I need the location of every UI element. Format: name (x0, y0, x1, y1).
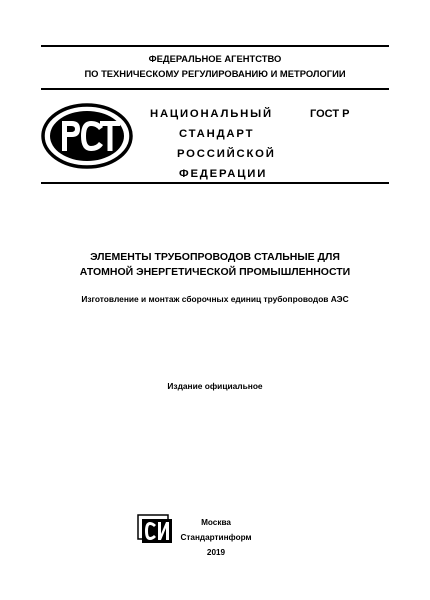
emblem-text: РСТ (87, 168, 89, 169)
document-title (41, 250, 389, 280)
standard-rule (41, 182, 389, 184)
agency-line-2: ПО ТЕХНИЧЕСКОМУ РЕГУЛИРОВАНИЮ И МЕТРОЛОГИИ (84, 68, 346, 79)
publisher-name: Стандартинформ (180, 533, 252, 542)
publisher-block (172, 515, 260, 560)
gost-designation: ГОСТ Р (310, 108, 350, 120)
publisher-year: 2019 (206, 548, 226, 557)
document-subtitle: Изготовление и монтаж сборочных единиц трубопроводов АЭС (81, 294, 349, 304)
top-rule (41, 45, 389, 47)
title-line-1: ЭЛЕМЕНТЫ ТРУБОПРОВОДОВ СТАЛЬНЫЕ ДЛЯ (90, 251, 340, 263)
standard-line-russian: РОССИЙСКОЙ (177, 148, 276, 160)
rst-emblem-icon (41, 103, 133, 169)
publisher-logo-text: СИ (137, 544, 139, 545)
header-rule (41, 88, 389, 90)
agency-line-1: ФЕДЕРАЛЬНОЕ АГЕНТСТВО (148, 53, 282, 64)
standard-line-standard: СТАНДАРТ (179, 128, 255, 140)
standard-line-federation: ФЕДЕРАЦИИ (179, 168, 268, 180)
agency-header (41, 51, 389, 81)
edition-label: Издание официальное (167, 381, 263, 391)
standard-line-national: НАЦИОНАЛЬНЫЙ (150, 108, 273, 120)
publisher-city: Москва (201, 518, 231, 527)
title-line-2: АТОМНОЙ ЭНЕРГЕТИЧЕСКОЙ ПРОМЫШЛЕННОСТИ (79, 266, 351, 278)
standartinform-logo-icon (137, 514, 173, 544)
standard-block (146, 104, 276, 184)
